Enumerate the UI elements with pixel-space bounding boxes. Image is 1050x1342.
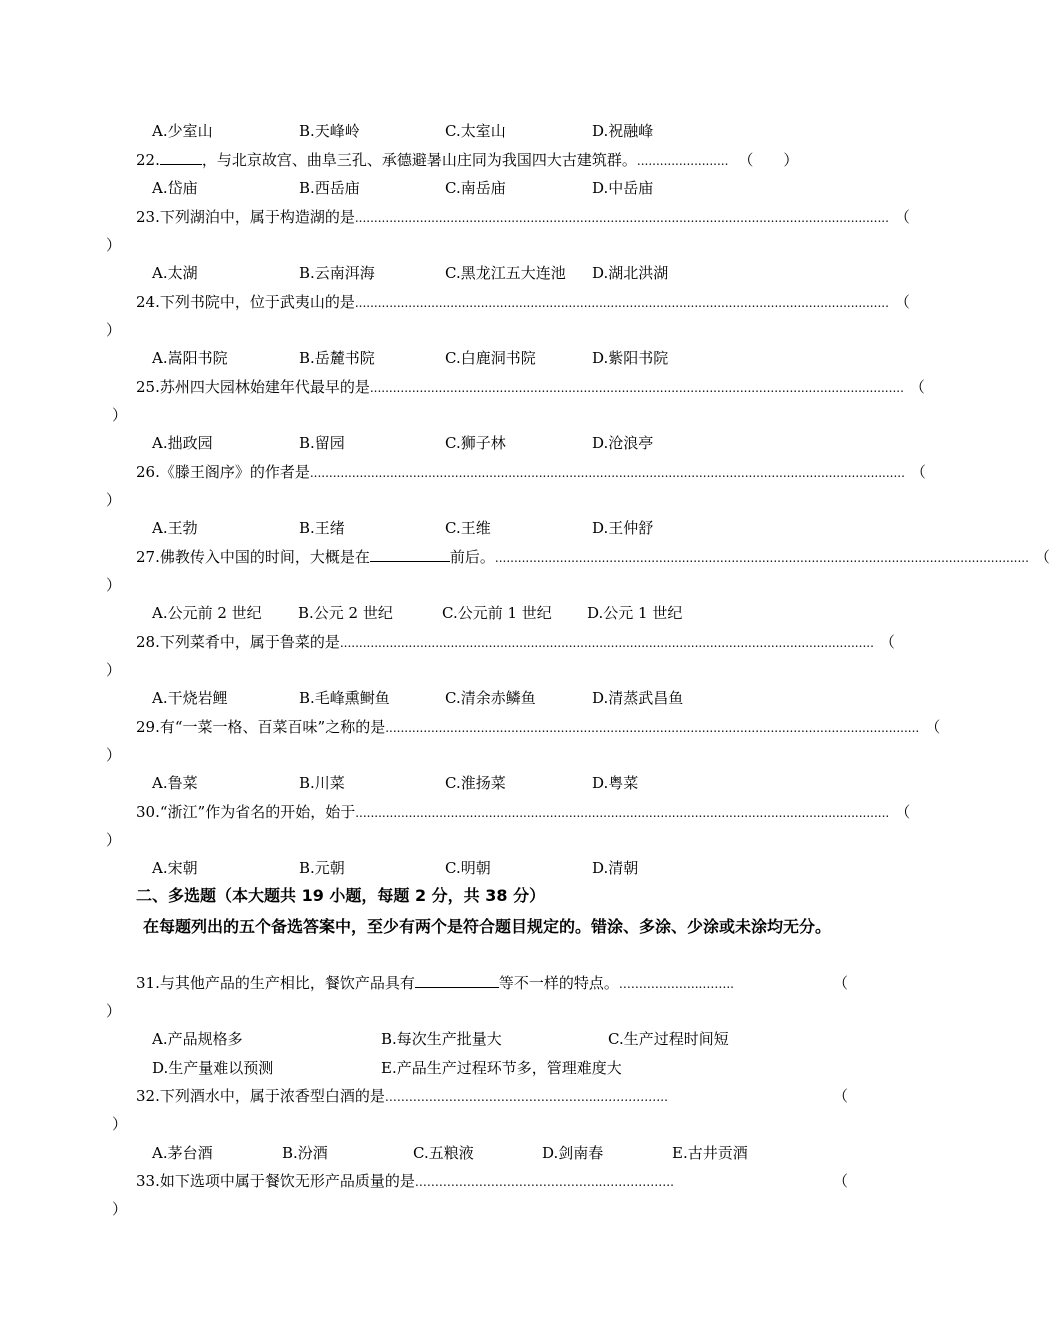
option-d: D.清蒸武昌鱼 [592, 689, 684, 707]
answer-paren-open: （ [894, 208, 910, 226]
option-c: C.清余赤鳞鱼 [445, 689, 536, 707]
option-b: B.留园 [299, 434, 345, 452]
answer-paren-close: ） [106, 236, 122, 254]
question-30 [136, 802, 911, 823]
option-a: A.王勃 [152, 519, 198, 537]
option-d: D.紫阳书院 [592, 349, 669, 367]
option-a: A.干烧岩鲤 [152, 689, 228, 707]
question-26 [136, 462, 926, 483]
leader-dots: ……………………………………………...…………….. [384, 1090, 668, 1104]
leader-dots: ............................................................................................................................................ [339, 636, 874, 650]
answer-paren-close: ） [106, 321, 122, 339]
option-c: C.南岳庙 [445, 179, 506, 197]
section-heading: 二、多选题（本大题共 19 小题，每题 2 分，共 38 分） [136, 886, 546, 905]
question-text: 29.有“一菜一格、百菜百味”之称的是 [136, 718, 386, 736]
q30-options [152, 858, 852, 878]
option-a: A.少室山 [152, 122, 213, 140]
question-text: ，与北京故宫、曲阜三孔、承德避暑山庄同为我国四大古建筑群。 [201, 151, 637, 169]
question-text: 前后。 [449, 548, 495, 566]
leader-dots: ........................ [636, 154, 729, 168]
question-28 [136, 632, 895, 653]
question-text: 26.《滕王阁序》的作者是 [136, 463, 310, 481]
question-22 [136, 150, 798, 171]
answer-paren-close: ） [112, 406, 128, 424]
leader-dots: ............................................................................................................................................ [494, 551, 1029, 565]
q26-options [152, 518, 852, 538]
question-24 [136, 292, 910, 313]
leader-dots: ............................................................................................................................................ [369, 381, 904, 395]
answer-paren-close: ） [106, 491, 122, 509]
question-text: 24.下列书院中，位于武夷山的是 [136, 293, 355, 311]
option-a: A.鲁菜 [152, 774, 198, 792]
option-d: D.粤菜 [592, 774, 639, 792]
question-text: 23.下列湖泊中，属于构造湖的是 [136, 208, 355, 226]
option-a: A.拙政园 [152, 434, 213, 452]
answer-paren-close: ） [112, 1200, 128, 1218]
answer-paren-open: （ [832, 974, 848, 992]
answer-paren-open: （ [894, 293, 910, 311]
option-b: B.西岳庙 [299, 179, 360, 197]
option-d: D.公元 1 世纪 [587, 604, 683, 622]
option-b: B.元朝 [299, 859, 345, 877]
option-d: D.剑南春 [542, 1144, 604, 1162]
option-c: C.五粮液 [413, 1144, 474, 1162]
answer-paren-open: （ [910, 463, 926, 481]
q24-options [152, 348, 852, 368]
option-c: C.太室山 [445, 122, 506, 140]
option-d: D.湖北洪湖 [592, 264, 669, 282]
option-b: B.汾酒 [282, 1144, 328, 1162]
q31-options-row1 [152, 1029, 852, 1049]
answer-paren: （ ） [738, 151, 799, 169]
question-32 [136, 1086, 848, 1107]
q28-options [152, 688, 852, 708]
option-a: A.太湖 [152, 264, 198, 282]
option-b: B.川菜 [299, 774, 345, 792]
option-c: C.淮扬菜 [445, 774, 506, 792]
option-b: B.王绪 [299, 519, 345, 537]
option-c: C.公元前 1 世纪 [442, 604, 552, 622]
q22-options [152, 178, 852, 198]
leader-dots: ............................................................................................................................................ [385, 721, 920, 735]
option-b: B.云南洱海 [299, 264, 375, 282]
answer-paren-close: ） [106, 661, 122, 679]
leader-dots: ………………...…….. [618, 977, 734, 991]
question-number: 27.佛教传入中国的时间，大概是在 [136, 548, 370, 566]
answer-paren-open: （ [879, 633, 895, 651]
option-b: B.毛峰熏鲥鱼 [299, 689, 390, 707]
leader-dots: ............................................................................................................................................ [355, 806, 890, 820]
option-a: A.产品规格多 [152, 1030, 243, 1048]
q31-options-row2 [152, 1058, 852, 1078]
question-text: 等不一样的特点。 [498, 974, 619, 992]
option-c: C.狮子林 [445, 434, 506, 452]
option-e: E.古井贡酒 [672, 1144, 748, 1162]
option-b: B.岳麓书院 [299, 349, 375, 367]
answer-paren-open: （ [909, 378, 925, 396]
option-b: B.公元 2 世纪 [298, 604, 393, 622]
question-text: 25.苏州四大园林始建年代最早的是 [136, 378, 370, 396]
leader-dots: ………………………………………...…………….. [414, 1175, 674, 1189]
question-25 [136, 377, 925, 398]
option-c: C.黑龙江五大连池 [445, 264, 566, 282]
question-number: 31.与其他产品的生产相比，餐饮产品具有 [136, 974, 415, 992]
answer-paren-close: ） [106, 576, 122, 594]
question-27 [136, 547, 1050, 568]
question-33 [136, 1171, 848, 1192]
answer-blank [160, 150, 202, 165]
answer-paren-open: （ [1034, 548, 1050, 566]
option-d: D.生产量难以预测 [152, 1059, 274, 1077]
option-c: C.明朝 [445, 859, 491, 877]
q25-options [152, 433, 852, 453]
option-a: A.茅台酒 [152, 1144, 213, 1162]
option-c: C.白鹿洞书院 [445, 349, 536, 367]
option-a: A.宋朝 [152, 859, 198, 877]
option-e: E.产品生产过程环节多，管理难度大 [381, 1059, 622, 1077]
answer-paren-open: （ [832, 1172, 848, 1190]
question-text: 30.“浙江”作为省名的开始，始于 [136, 803, 356, 821]
q29-options [152, 773, 852, 793]
option-c: C.生产过程时间短 [608, 1030, 729, 1048]
option-b: B.每次生产批量大 [381, 1030, 502, 1048]
answer-paren-open: （ [832, 1087, 848, 1105]
answer-paren-close: ） [106, 831, 122, 849]
answer-paren-close: ） [106, 746, 122, 764]
option-d: D.祝融峰 [592, 122, 654, 140]
option-c: C.王维 [445, 519, 491, 537]
leader-dots: ............................................................................................................................................................ [309, 466, 905, 480]
question-number: 22. [136, 151, 160, 169]
answer-paren-open: （ [895, 803, 911, 821]
option-d: D.王仲舒 [592, 519, 654, 537]
q23-options [152, 263, 852, 283]
option-d: D.中岳庙 [592, 179, 654, 197]
option-d: D.清朝 [592, 859, 639, 877]
q21-options [152, 121, 852, 141]
q32-options [152, 1143, 852, 1163]
question-text: 33.如下选项中属于餐饮无形产品质量的是 [136, 1172, 415, 1190]
answer-paren-close: ） [112, 1115, 128, 1133]
question-text: 32.下列酒水中，属于浓香型白酒的是 [136, 1087, 385, 1105]
q27-options [152, 603, 852, 623]
option-a: A.嵩阳书院 [152, 349, 228, 367]
question-31 [136, 973, 848, 994]
answer-paren-open: （ [925, 718, 941, 736]
question-29 [136, 717, 941, 738]
answer-blank [415, 973, 499, 988]
question-23 [136, 207, 910, 228]
leader-dots: ............................................................................................................................................ [354, 296, 889, 310]
leader-dots: ............................................................................................................................................ [354, 211, 889, 225]
section-instruction: 在每题列出的五个备选答案中，至少有两个是符合题目规定的。错涂、多涂、少涂或未涂均无分。 [143, 917, 832, 936]
question-text: 28.下列菜肴中，属于鲁菜的是 [136, 633, 340, 651]
option-a: A.公元前 2 世纪 [152, 604, 262, 622]
answer-paren-close: ） [106, 1002, 122, 1020]
answer-blank [370, 547, 450, 562]
option-b: B.天峰岭 [299, 122, 360, 140]
option-a: A.岱庙 [152, 179, 198, 197]
option-d: D.沧浪亭 [592, 434, 654, 452]
